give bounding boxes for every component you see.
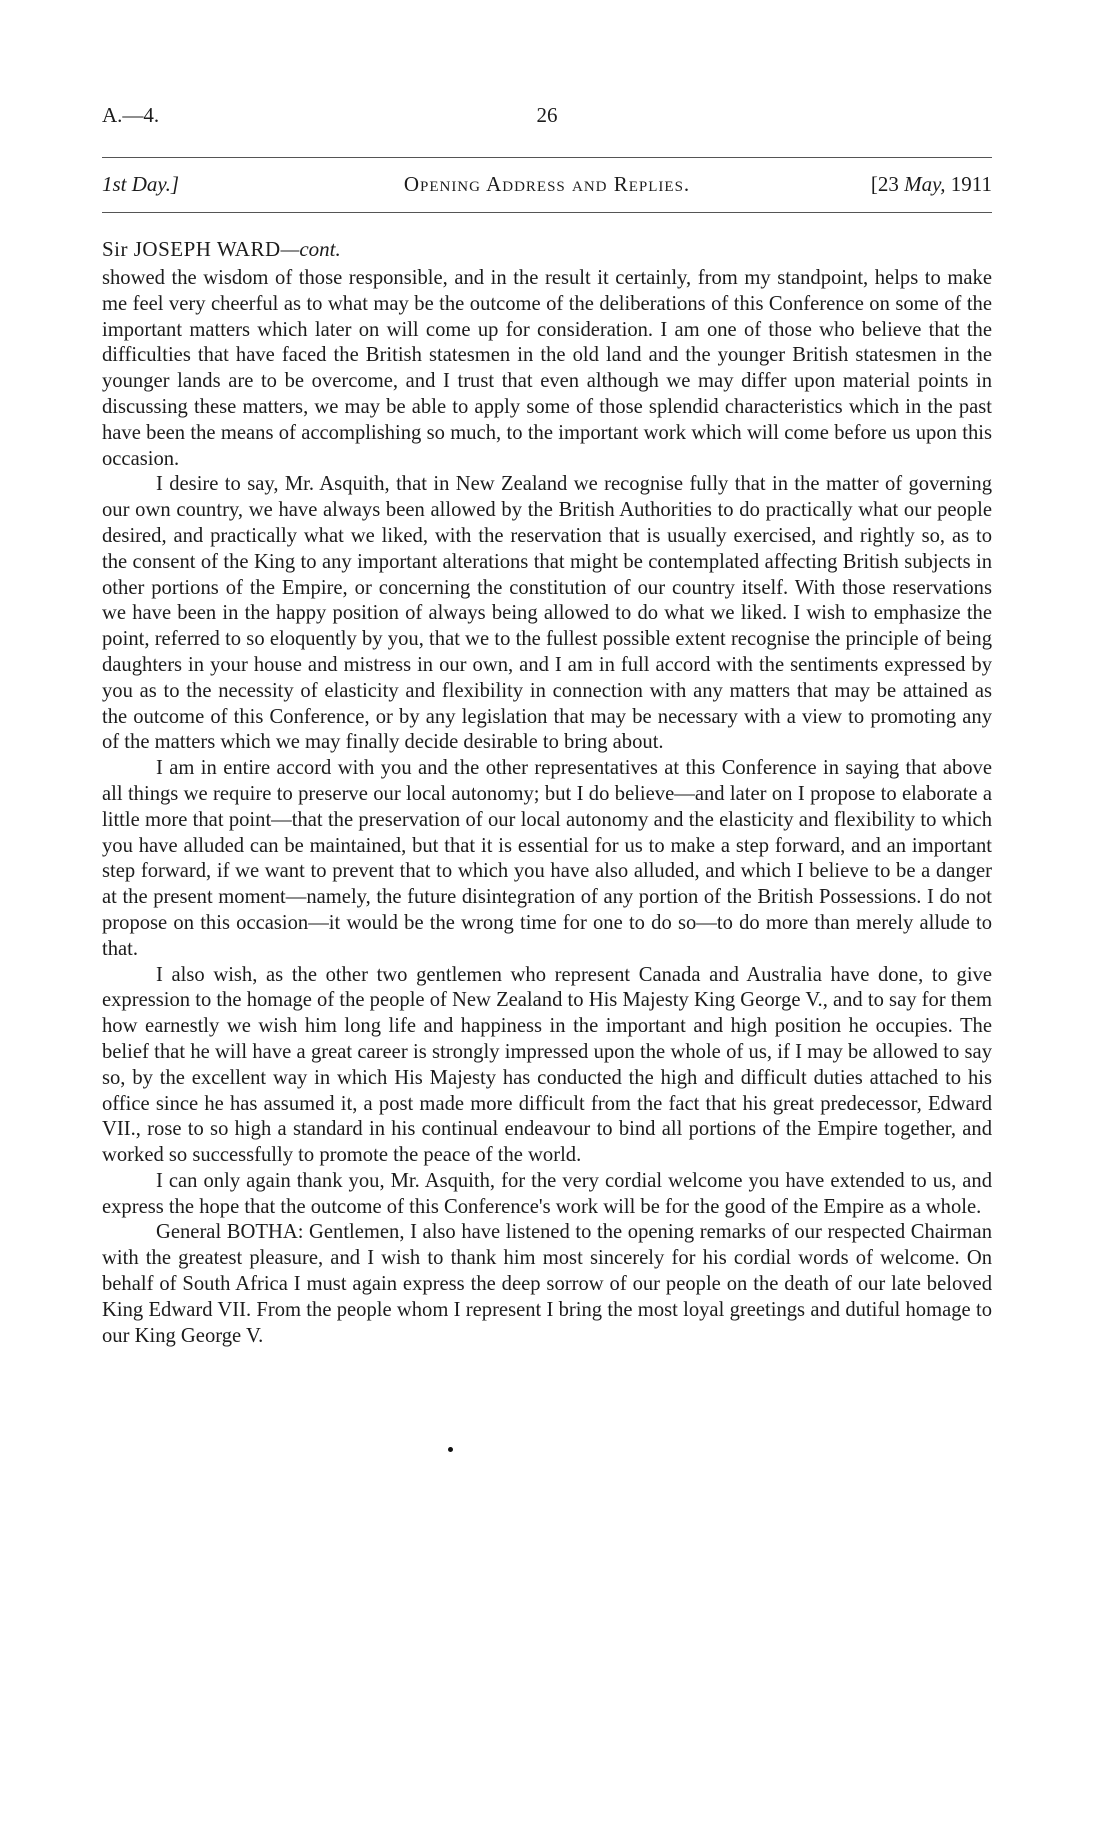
date-year: 1911: [945, 172, 992, 196]
paragraph: I can only again thank you, Mr. Asquith, for the very cordial welcome you have extended to us, and express the hope that the outcome of this Conference's work will be for the good of the Empire as a whole.: [102, 1169, 992, 1218]
running-head-day: 1st Day.]: [102, 172, 180, 196]
running-head-title: Opening Address and Replies.: [403, 172, 691, 196]
date-month: May,: [904, 172, 946, 196]
paragraph: General BOTHA: Gentlemen, I also have listened to the opening remarks of our respected Chairman with the greatest pleasure, and I wish to thank him most sincerely for his cordial words of welcome. On behalf of South Africa I must again express the deep sorrow of our people on the death of our late beloved King Edward VII. From the people whom I represent I bring the most loyal greetings and dutiful homage to our King George V.: [102, 1221, 992, 1347]
running-head: [102, 172, 992, 202]
body-text: [102, 266, 992, 1349]
document-reference: A.—4.: [102, 103, 160, 127]
header-rule-top: [102, 157, 992, 158]
paragraph: I am in entire accord with you and the other representatives at this Conference in saying that above all things we require to preserve our local autonomy; but I do believe—and later on I propose to elaborate a little more that point—that the preservation of our local autonomy and the elasticity and flexibility to which you have alluded can be maintained, but that it is essential for us to make a step forward, and an important step forward, if we want to prevent that to which you have also alluded, and which I believe to be a danger at the present moment—namely, the future disintegration of any portion of the British Possessions. I do not propose on this occasion—it would be the wrong time for one to do so—to do more than merely allude to that.: [102, 757, 992, 960]
paragraph: showed the wisdom of those responsible, and in the result it certainly, from my standpoint, helps to make me feel very cheerful as to what may be the outcome of the deliberations of this Conference on some of the important matters which later on will come up for consideration. I am one of those who believe that the difficulties that have faced the British statesmen in the old land and the younger British statesmen in the younger lands are to be overcome, and I trust that even although we may differ upon material points in discussing these matters, we may be able to apply some of those splendid characteristics which in the past have been the means of accomplishing so much, to the important work which will come before us upon this occasion.: [102, 267, 992, 470]
running-head-date: [871, 172, 992, 197]
page-number: 26: [536, 103, 558, 127]
continued-label: —cont.: [280, 237, 341, 261]
header-rule-bottom: [102, 212, 992, 213]
paragraph: I also wish, as the other two gentlemen who represent Canada and Australia have done, to give expression to the homage of the people of New Zealand to His Majesty King George V., and to say for them how earnestly we wish him long life and happiness in the important and high position he occupies. The belief that he will have a great career is strongly impressed upon the whole of us, if I may be allowed to say so, by the excellent way in which His Majesty has conducted the high and difficult duties attached to his office since he has assumed it, a post made more difficult from the fact that his great predecessor, Edward VII., rose to so high a standard in his continual endeavour to bind all portions of the Empire together, and worked so successfully to promote the peace of the world.: [102, 963, 992, 1167]
date-bracket: [23: [870, 172, 905, 196]
paragraph: I desire to say, Mr. Asquith, that in New Zealand we recognise fully that in the matter of governing our own country, we have always been allowed by the British Authorities to do practically what our people desired, and practically what we liked, with the reservation that is usually exercised, and rightly so, as to the consent of the King to any important alterations that might be contemplated affecting British subjects in other portions of the Empire, or concerning the constitution of our country itself. With those reservations we have been in the happy position of always being allowed to do what we liked. I wish to emphasize the point, referred to so eloquently by you, that we to the fullest possible extent recognise the principle of being daughters in your house and mistress in our own, and I am in full accord with the sentiments expressed by you as to the necessity of elasticity and flexibility in connection with any matters that may be attained as the outcome of this Conference, or by any legislation that may be necessary with a view to promoting any of the matters which we may finally decide desirable to bring about.: [102, 473, 992, 754]
speaker-continued: [102, 237, 341, 262]
page-header: [102, 103, 992, 133]
stray-ink-dot: [448, 1447, 453, 1452]
speaker-name: Sir JOSEPH WARD: [102, 237, 281, 261]
